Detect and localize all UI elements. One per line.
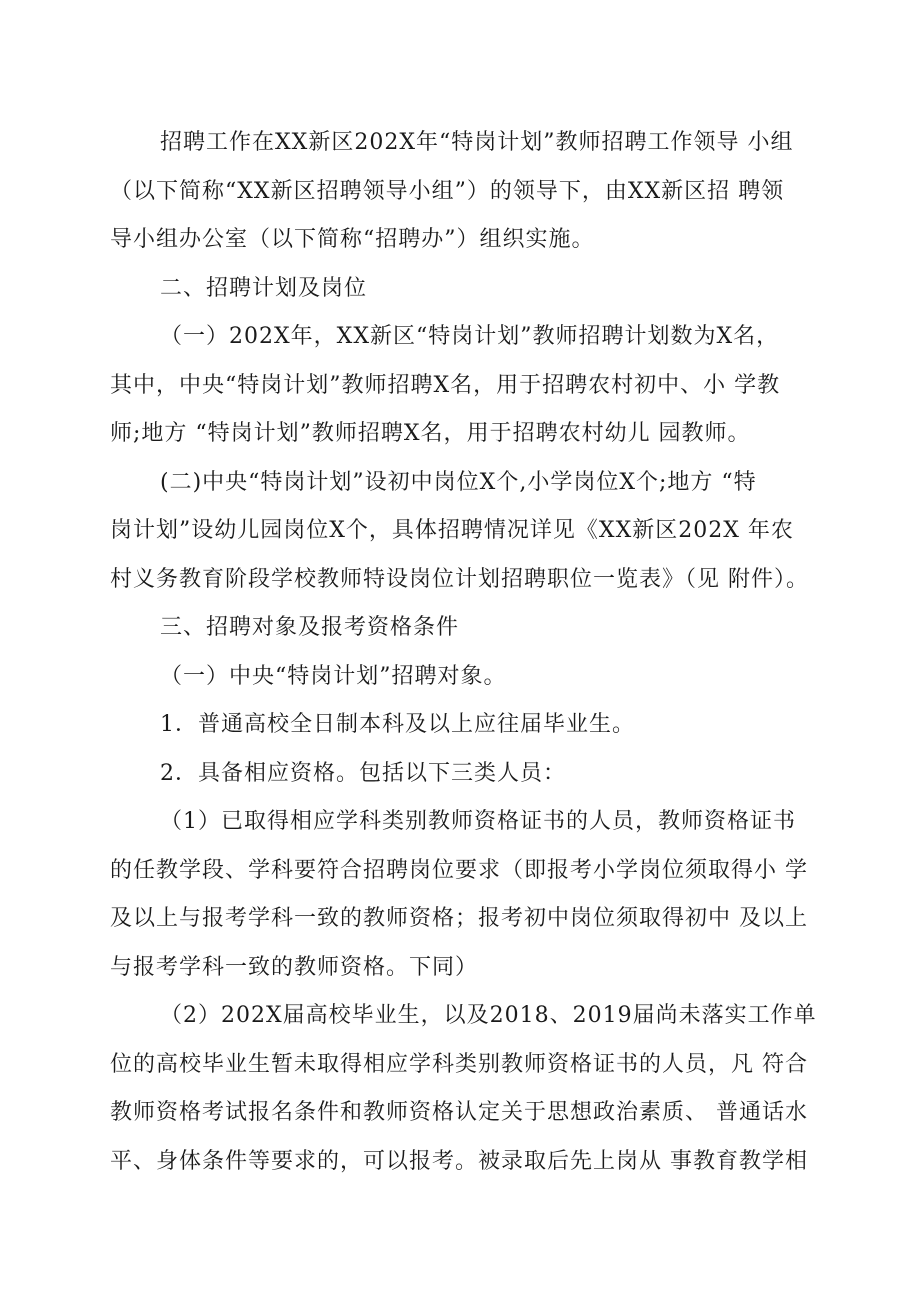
paragraph-line: 招聘工作在XX新区202X年“特岗计划”教师招聘工作领导 小组: [160, 130, 794, 155]
paragraph-line: （以下简称“XX新区招聘领导小组”）的领导下，由XX新区招 聘领: [110, 179, 785, 204]
paragraph-line: 及以上与报考学科一致的教师资格；报考初中岗位须取得初中 及以上: [110, 906, 808, 931]
paragraph-line: 教师资格考试报名条件和教师资格认定关于思想政治素质、 普通话水: [110, 1100, 808, 1125]
paragraph-line: 与报考学科一致的教师资格。下同）: [110, 955, 479, 980]
paragraph-line: 师;地方 “特岗计划”教师招聘X名，用于招聘农村幼儿 园教师。: [110, 421, 751, 446]
paragraph-line: （一）中央“特岗计划”招聘对象。: [160, 664, 507, 689]
paragraph-line: （1）已取得相应学科类别教师资格证书的人员，教师资格证书: [160, 809, 796, 834]
section-heading: 三、招聘对象及报考资格条件: [160, 615, 460, 640]
paragraph-line: 村义务教育阶段学校教师特设岗位计划招聘职位一览表》（见 附件）。: [110, 567, 809, 592]
paragraph-line: （一）202X年，XX新区“特岗计划”教师招聘计划数为X名，: [160, 324, 780, 349]
section-heading: 二、招聘计划及岗位: [160, 276, 368, 301]
paragraph-line: 位的高校毕业生暂未取得相应学科类别教师资格证书的人员，凡 符合: [110, 1052, 808, 1077]
paragraph-line: 平、身体条件等要求的，可以报考。被录取后先上岗从 事教育教学相: [110, 1149, 808, 1174]
paragraph-line: 1．普通高校全日制本科及以上应往届毕业生。: [160, 712, 635, 737]
paragraph-line: 2．具备相应资格。包括以下三类人员：: [160, 761, 566, 786]
paragraph-line: （2）202X届高校毕业生，以及2018、2019届尚未落实工作单: [160, 1003, 817, 1028]
paragraph-line: 导小组办公室（以下简称“招聘办”）组织实施。: [110, 227, 595, 252]
paragraph-line: 的任教学段、学科要符合招聘岗位要求（即报考小学岗位须取得小 学: [110, 858, 808, 883]
paragraph-line: (二)中央“特岗计划”设初中岗位X个,小学岗位X个;地方 “特: [160, 470, 757, 495]
paragraph-line: 岗计划”设幼儿园岗位X个，具体招聘情况详见《XX新区202X 年农: [110, 518, 794, 543]
paragraph-line: 其中，中央“特岗计划”教师招聘X名，用于招聘农村初中、小 学教: [110, 373, 781, 398]
